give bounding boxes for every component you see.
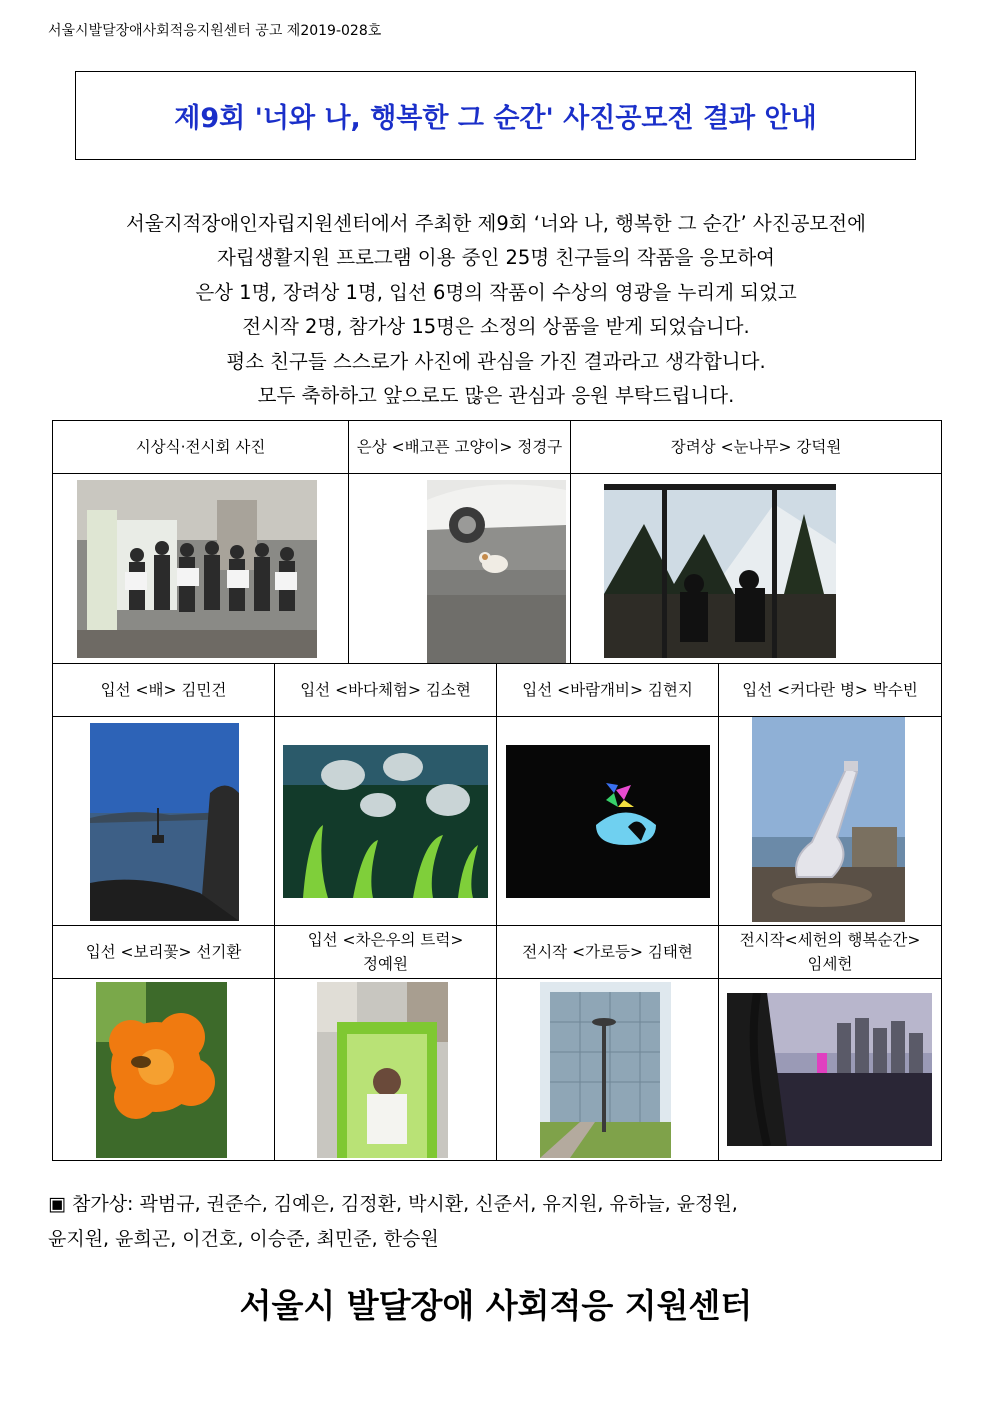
photo-cell-streetlight [497,979,719,1161]
photo-barley-flower [96,982,227,1158]
photo-truck [317,982,448,1158]
intro-line: 모두 축하하고 앞으로도 많은 관심과 응원 부탁드립니다. [257,383,735,407]
caption-silver-prize: 은상 <배고픈 고양이> 정경구 [349,421,571,474]
participants-names: 곽범규, 권준수, 김예은, 김정환, 박시환, 신준서, 유지원, 유하늘, 윤정원, [139,1193,738,1215]
caption-ceremony: 시상식·전시회 사진 [53,421,349,474]
intro-line: 전시작 2명, 참가상 15명은 소정의 상품을 받게 되었습니다. [242,315,750,339]
photo-cell-truck [275,979,497,1161]
participants-award [48,1187,948,1257]
caption-big-bottle: 입선 <커다란 병> 박수빈 [719,664,942,717]
photo-pinwheel [506,745,710,898]
photo-cell-pinwheel [497,717,719,926]
intro-paragraph [40,207,952,413]
photo-gallery-table [52,420,942,1161]
photo-cell-hungry-cat [349,474,571,664]
photo-cell-barley-flower [53,979,275,1161]
photo-snow-tree [604,484,836,658]
photo-happy-moment [727,993,932,1146]
photo-hungry-cat [427,480,566,664]
caption-sea-experience: 입선 <바다체험> 김소현 [275,664,497,717]
caption-encouragement-prize: 장려상 <눈나무> 강덕원 [571,421,942,474]
caption-barley-flower: 입선 <보리꽃> 선기환 [53,926,275,979]
notice-number: 서울시발달장애사회적응지원센터 공고 제2019-028호 [48,23,382,39]
photo-cell-sea-experience [275,717,497,926]
photo-sea-experience [283,745,488,898]
caption-pinwheel: 입선 <바람개비> 김현지 [497,664,719,717]
photo-big-bottle [752,717,905,922]
photo-streetlight [540,982,671,1158]
organization-name: 서울시 발달장애 사회적응 지원센터 [239,1286,753,1325]
caption-boat: 입선 <배> 김민건 [53,664,275,717]
intro-line: 평소 친구들 스스로가 사진에 관심을 가진 결과라고 생각합니다. [226,349,766,373]
intro-line: 자립생활지원 프로그램 이용 중인 25명 친구들의 작품을 응모하여 [217,246,775,270]
photo-cell-boat [53,717,275,926]
photo-ceremony [77,480,317,658]
participants-label: 참가상: [72,1193,134,1215]
intro-line: 은상 1명, 장려상 1명, 입선 6명의 작품이 수상의 영광을 누리게 되었고 [195,280,797,304]
photo-cell-happy-moment [719,979,942,1161]
intro-line: 서울지적장애인자립지원센터에서 주최한 제9회 ‘너와 나, 행복한 그 순간’ 사진공모전에 [126,212,866,235]
caption-truck: 입선 <차은우의 트럭> 정예원 [275,926,497,979]
caption-streetlight: 전시작 <가로등> 김태현 [497,926,719,979]
photo-cell-ceremony [53,474,349,664]
caption-happy-moment: 전시작<세헌의 행복순간> 임세헌 [719,926,942,979]
participants-line-1 [48,1187,948,1222]
title-box [75,71,916,160]
photo-cell-big-bottle [719,717,942,926]
photo-cell-snow-tree [571,474,942,664]
square-marker-icon: ▣ [48,1193,66,1215]
participants-names-line-2: 윤지원, 윤희곤, 이건호, 이승준, 최민준, 한승원 [48,1228,439,1250]
photo-boat [90,723,239,921]
page-title: 제9회 '너와 나, 행복한 그 순간' 사진공모전 결과 안내 [174,103,817,134]
